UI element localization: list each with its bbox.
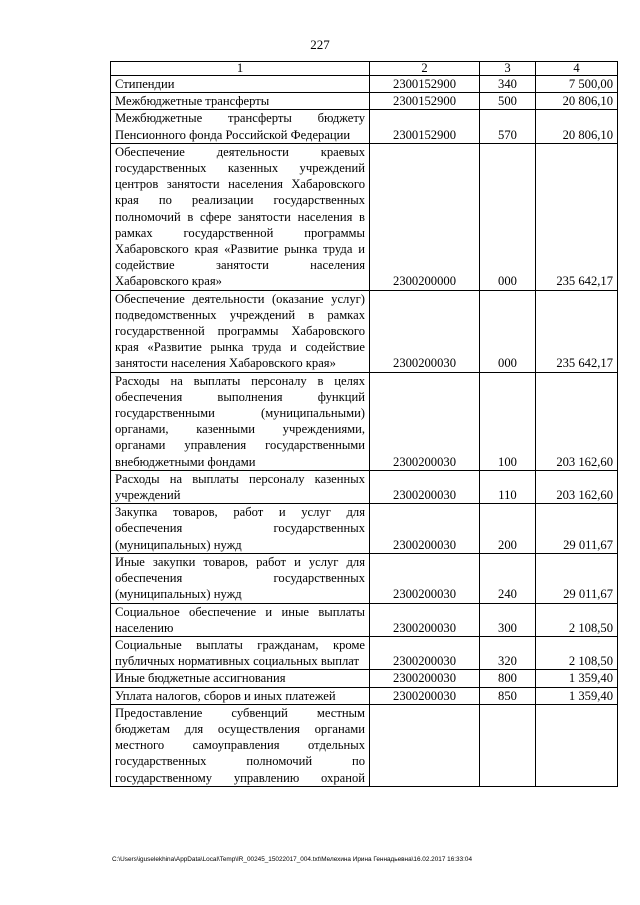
row-type: 110 xyxy=(480,470,536,503)
row-type: 850 xyxy=(480,687,536,704)
row-type: 000 xyxy=(480,143,536,290)
row-type: 100 xyxy=(480,372,536,470)
row-code xyxy=(370,704,480,786)
row-amount: 203 162,60 xyxy=(536,372,618,470)
row-amount: 2 108,50 xyxy=(536,636,618,669)
table-row xyxy=(111,670,618,687)
row-amount: 7 500,00 xyxy=(536,76,618,93)
row-code: 2300200030 xyxy=(370,372,480,470)
column-header-1: 1 xyxy=(111,62,370,76)
row-type: 240 xyxy=(480,553,536,603)
row-amount: 1 359,40 xyxy=(536,670,618,687)
row-name: Иные закупки товаров, работ и услуг для обеспечения государственных (муниципальных) нужд xyxy=(111,553,370,603)
row-type: 800 xyxy=(480,670,536,687)
row-amount: 235 642,17 xyxy=(536,143,618,290)
table-row xyxy=(111,76,618,93)
row-code: 2300200030 xyxy=(370,603,480,636)
table-row xyxy=(111,704,618,786)
row-type: 320 xyxy=(480,636,536,669)
row-code: 2300200030 xyxy=(370,470,480,503)
row-type xyxy=(480,704,536,786)
row-amount: 2 108,50 xyxy=(536,603,618,636)
table-header-row xyxy=(111,62,618,76)
table-row xyxy=(111,93,618,110)
row-name: Межбюджетные трансферты xyxy=(111,93,370,110)
table-row xyxy=(111,372,618,470)
row-type: 300 xyxy=(480,603,536,636)
row-name: Стипендии xyxy=(111,76,370,93)
column-header-2: 2 xyxy=(370,62,480,76)
row-code: 2300200030 xyxy=(370,687,480,704)
table-row xyxy=(111,143,618,290)
table-row xyxy=(111,110,618,143)
table-row xyxy=(111,687,618,704)
row-name: Закупка товаров, работ и услуг для обеспечения государственных (муниципальных) нужд xyxy=(111,504,370,554)
row-amount: 20 806,10 xyxy=(536,93,618,110)
row-code: 2300200030 xyxy=(370,290,480,372)
budget-table xyxy=(110,61,618,787)
row-code: 2300200030 xyxy=(370,670,480,687)
row-amount: 29 011,67 xyxy=(536,504,618,554)
row-type: 340 xyxy=(480,76,536,93)
row-amount: 29 011,67 xyxy=(536,553,618,603)
row-name: Расходы на выплаты персоналу казенных учреждений xyxy=(111,470,370,503)
row-type: 000 xyxy=(480,290,536,372)
row-amount: 235 642,17 xyxy=(536,290,618,372)
table-row xyxy=(111,636,618,669)
row-name: Социальные выплаты гражданам, кроме публичных нормативных социальных выплат xyxy=(111,636,370,669)
row-code: 2300152900 xyxy=(370,110,480,143)
row-code: 2300200030 xyxy=(370,553,480,603)
row-code: 2300152900 xyxy=(370,76,480,93)
row-name: Социальное обеспечение и иные выплаты населению xyxy=(111,603,370,636)
row-code: 2300200000 xyxy=(370,143,480,290)
row-name: Межбюджетные трансферты бюджету Пенсионного фонда Российской Федерации xyxy=(111,110,370,143)
page-number: 227 xyxy=(310,37,330,52)
row-type: 570 xyxy=(480,110,536,143)
row-name: Обеспечение деятельности (оказание услуг) подведомственных учреждений в рамках государственной программы Хабаровского края «Развитие рынка труда и содействие занятости населения Хабаровского края» xyxy=(111,290,370,372)
row-code: 2300200030 xyxy=(370,636,480,669)
row-type: 500 xyxy=(480,93,536,110)
table-row xyxy=(111,504,618,554)
table-row xyxy=(111,290,618,372)
row-code: 2300152900 xyxy=(370,93,480,110)
table-row xyxy=(111,553,618,603)
column-header-4: 4 xyxy=(536,62,618,76)
column-header-3: 3 xyxy=(480,62,536,76)
row-amount: 20 806,10 xyxy=(536,110,618,143)
table-row xyxy=(111,603,618,636)
file-path-footer: C:\Users\iguselekhina\AppData\Local\Temp\IR_00245_15022017_004.txt\Мелехина Ирина Геннадьевна\16.02.2017 16:33:04 xyxy=(112,856,473,863)
row-name: Расходы на выплаты персоналу в целях обеспечения выполнения функций государственными (муниципальными) органами, казенными учреждениями, органами управления государственными внебюджетными фондами xyxy=(111,372,370,470)
row-amount: 1 359,40 xyxy=(536,687,618,704)
row-name: Уплата налогов, сборов и иных платежей xyxy=(111,687,370,704)
row-amount: 203 162,60 xyxy=(536,470,618,503)
row-amount xyxy=(536,704,618,786)
row-name: Обеспечение деятельности краевых государственных казенных учреждений центров занятости населения Хабаровского края по реализации государственных полномочий в сфере занятости населения в рамках государственной программы Хабаровского края «Развитие рынка труда и содействие занятости населения Хабаровского края» xyxy=(111,143,370,290)
row-code: 2300200030 xyxy=(370,504,480,554)
row-name: Иные бюджетные ассигнования xyxy=(111,670,370,687)
row-type: 200 xyxy=(480,504,536,554)
row-name: Предоставление субвенций местным бюджетам для осуществления органами местного самоуправления отдельных государственных полномочий по государственному управлению охраной xyxy=(111,704,370,786)
table-row xyxy=(111,470,618,503)
